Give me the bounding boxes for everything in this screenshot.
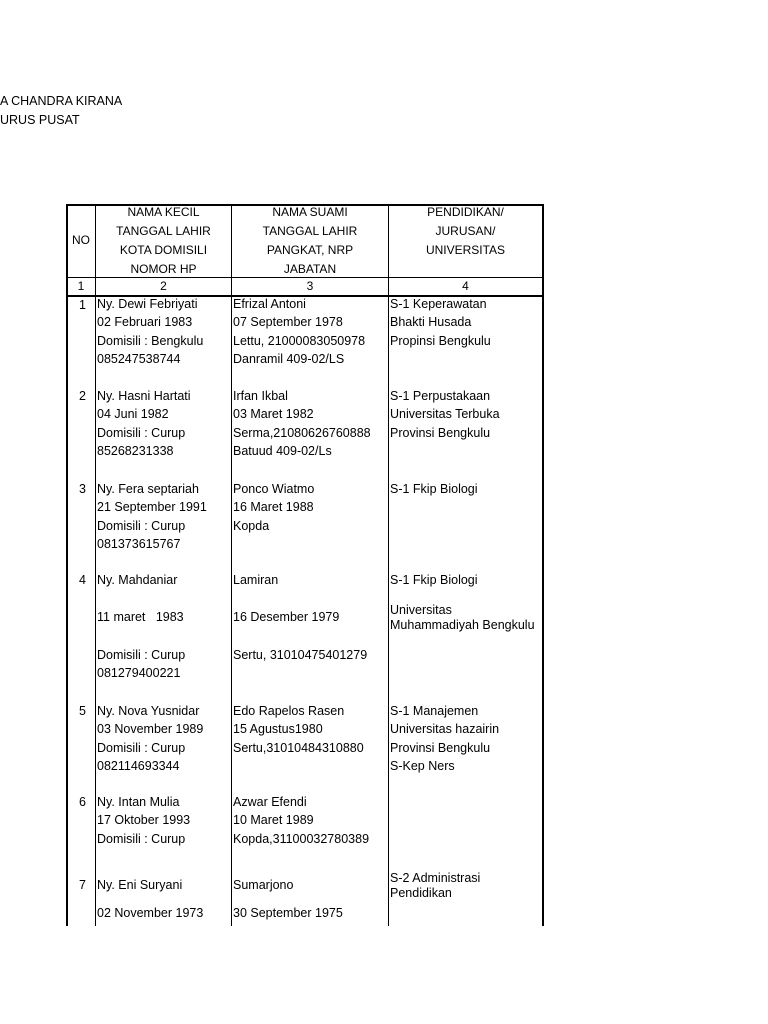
table-divider-1 — [95, 204, 96, 926]
member-name: Ny. Dewi Febriyati — [97, 297, 198, 311]
org-name: A CHANDRA KIRANA — [0, 94, 123, 108]
member-birthdate: 21 September 1991 — [97, 500, 207, 515]
row-number: 4 — [79, 573, 86, 587]
husband-position: Batuud 409-02/Ls — [233, 444, 332, 459]
education-degree: S-1 Perpustakaan — [390, 389, 491, 403]
husband-cell — [233, 295, 365, 369]
education-degree: S-1 Fkip Biologi — [390, 482, 478, 496]
husband-name: Azwar Efendi — [233, 795, 307, 809]
education-institution: Universitas hazairin — [390, 722, 500, 737]
header-husband-line: PANGKAT, NRP — [266, 243, 354, 257]
table-divider-2 — [231, 204, 232, 926]
husband-birthdate: 30 September 1975 — [233, 906, 343, 920]
member-cell — [97, 793, 190, 848]
member-domicile: Domisili : Curup — [97, 425, 186, 440]
husband-name: Sumarjono — [233, 878, 294, 892]
org-unit: URUS PUSAT — [0, 113, 80, 127]
husband-cell — [233, 387, 371, 461]
education-province: Propinsi Bengkulu — [390, 333, 491, 348]
husband-rank-nrp: Sertu, 31010475401279 — [233, 648, 368, 662]
husband-rank-nrp: Serma,21080626760888 — [233, 425, 371, 440]
col-number: 4 — [462, 279, 469, 293]
member-birthdate: 02 November 1973 — [97, 906, 204, 920]
husband-birthdate: 15 Agustus1980 — [233, 722, 323, 737]
row-number: 1 — [79, 298, 86, 312]
member-birthdate: 11 maret 1983 — [97, 610, 184, 624]
education-degree: S-1 Fkip Biologi — [390, 573, 478, 587]
header-member-line: KOTA DOMISILI — [119, 243, 208, 257]
education-cell — [390, 295, 491, 350]
member-domicile: Domisili : Bengkulu — [97, 333, 204, 348]
header-member-line: NOMOR HP — [130, 262, 197, 276]
row-number: 2 — [79, 389, 86, 403]
header-husband-line: JABATAN — [283, 262, 337, 276]
husband-name: Lamiran — [233, 573, 279, 587]
husband-rank: Kopda — [233, 518, 270, 533]
col-number: 2 — [160, 279, 167, 293]
husband-birthdate: 10 Maret 1989 — [233, 813, 314, 828]
education-degree: S-2 Administrasi Pendidikan — [390, 871, 481, 900]
row-number: 5 — [79, 704, 86, 718]
education-institution: Universitas Terbuka — [390, 407, 500, 422]
col-number: 1 — [77, 279, 85, 293]
table-border-right — [542, 204, 544, 926]
header-member — [96, 203, 231, 279]
husband-cell — [233, 702, 364, 757]
member-cell — [97, 387, 191, 461]
education-cell — [390, 702, 499, 776]
husband-birthdate: 07 September 1978 — [233, 315, 343, 330]
header-education — [389, 203, 542, 260]
member-cell — [97, 702, 203, 776]
husband-cell — [233, 480, 314, 535]
husband-rank-nrp: Kopda,31100032780389 — [233, 831, 370, 846]
education-province: Provinsi Bengkulu — [390, 425, 491, 440]
header-husband-line: NAMA SUAMI — [272, 205, 348, 219]
education-degree: S-1 Keperawatan — [390, 297, 487, 311]
row-number: 3 — [79, 482, 86, 496]
education-degree-2: S-Kep Ners — [390, 759, 455, 774]
member-cell — [97, 480, 207, 554]
member-birthdate: 03 November 1989 — [97, 722, 204, 737]
husband-name: Ponco Wiatmo — [233, 482, 315, 496]
husband-rank-nrp: Sertu,31010484310880 — [233, 740, 364, 755]
member-name: Ny. Eni Suryani — [97, 878, 183, 892]
husband-position: Danramil 409-02/LS — [233, 352, 345, 367]
member-name: Ny. Intan Mulia — [97, 795, 180, 809]
education-cell — [390, 480, 478, 498]
member-name: Ny. Hasni Hartati — [97, 389, 191, 403]
header-education-line: JURUSAN/ — [435, 224, 496, 238]
husband-birthdate: 16 Desember 1979 — [233, 610, 340, 624]
header-husband-line: TANGGAL LAHIR — [262, 224, 358, 238]
member-phone: 082114693344 — [97, 759, 180, 774]
table-divider-3 — [388, 204, 389, 926]
member-name: Ny. Nova Yusnidar — [97, 704, 200, 718]
member-phone: 085247538744 — [97, 352, 181, 367]
member-domicile: Domisili : Curup — [97, 740, 186, 755]
husband-name: Irfan Ikbal — [233, 389, 288, 403]
member-domicile: Domisili : Curup — [97, 831, 186, 846]
husband-birthdate: 03 Maret 1982 — [233, 407, 314, 422]
row-number: 6 — [79, 795, 86, 809]
husband-birthdate: 16 Maret 1988 — [233, 500, 314, 515]
header-education-line: UNIVERSITAS — [425, 243, 506, 257]
member-name: Ny. Fera septariah — [97, 482, 199, 496]
member-phone: 85268231338 — [97, 444, 174, 459]
education-cell — [390, 387, 500, 442]
husband-name: Efrizal Antoni — [233, 297, 306, 311]
member-birthdate: 17 Oktober 1993 — [97, 813, 191, 828]
member-cell — [97, 295, 203, 369]
member-birthdate: 02 Februari 1983 — [97, 315, 193, 330]
row-number: 7 — [79, 878, 86, 892]
header-no: NO — [72, 233, 90, 247]
header-member-line: TANGGAL LAHIR — [116, 224, 211, 238]
header-member-line: NAMA KECIL — [127, 205, 200, 219]
member-domicile: Domisili : Curup — [97, 518, 186, 533]
header-education-line: PENDIDIKAN/ — [427, 205, 504, 219]
member-phone: 081373615767 — [97, 537, 181, 552]
education-institution: Universitas Muhammadiyah Bengkulu — [390, 603, 535, 632]
member-domicile: Domisili : Curup — [97, 648, 186, 662]
husband-name: Edo Rapelos Rasen — [233, 704, 345, 718]
col-number: 3 — [306, 279, 314, 293]
husband-cell — [233, 793, 369, 848]
member-birthdate: 04 Juni 1982 — [97, 407, 169, 422]
husband-rank-nrp: Lettu, 21000083050978 — [233, 333, 366, 348]
member-phone: 081279400221 — [97, 666, 181, 680]
header-husband — [232, 203, 388, 279]
member-name: Ny. Mahdaniar — [97, 573, 178, 587]
education-institution: Bhakti Husada — [390, 315, 472, 330]
education-province: Provinsi Bengkulu — [390, 740, 491, 755]
education-degree: S-1 Manajemen — [390, 704, 479, 718]
